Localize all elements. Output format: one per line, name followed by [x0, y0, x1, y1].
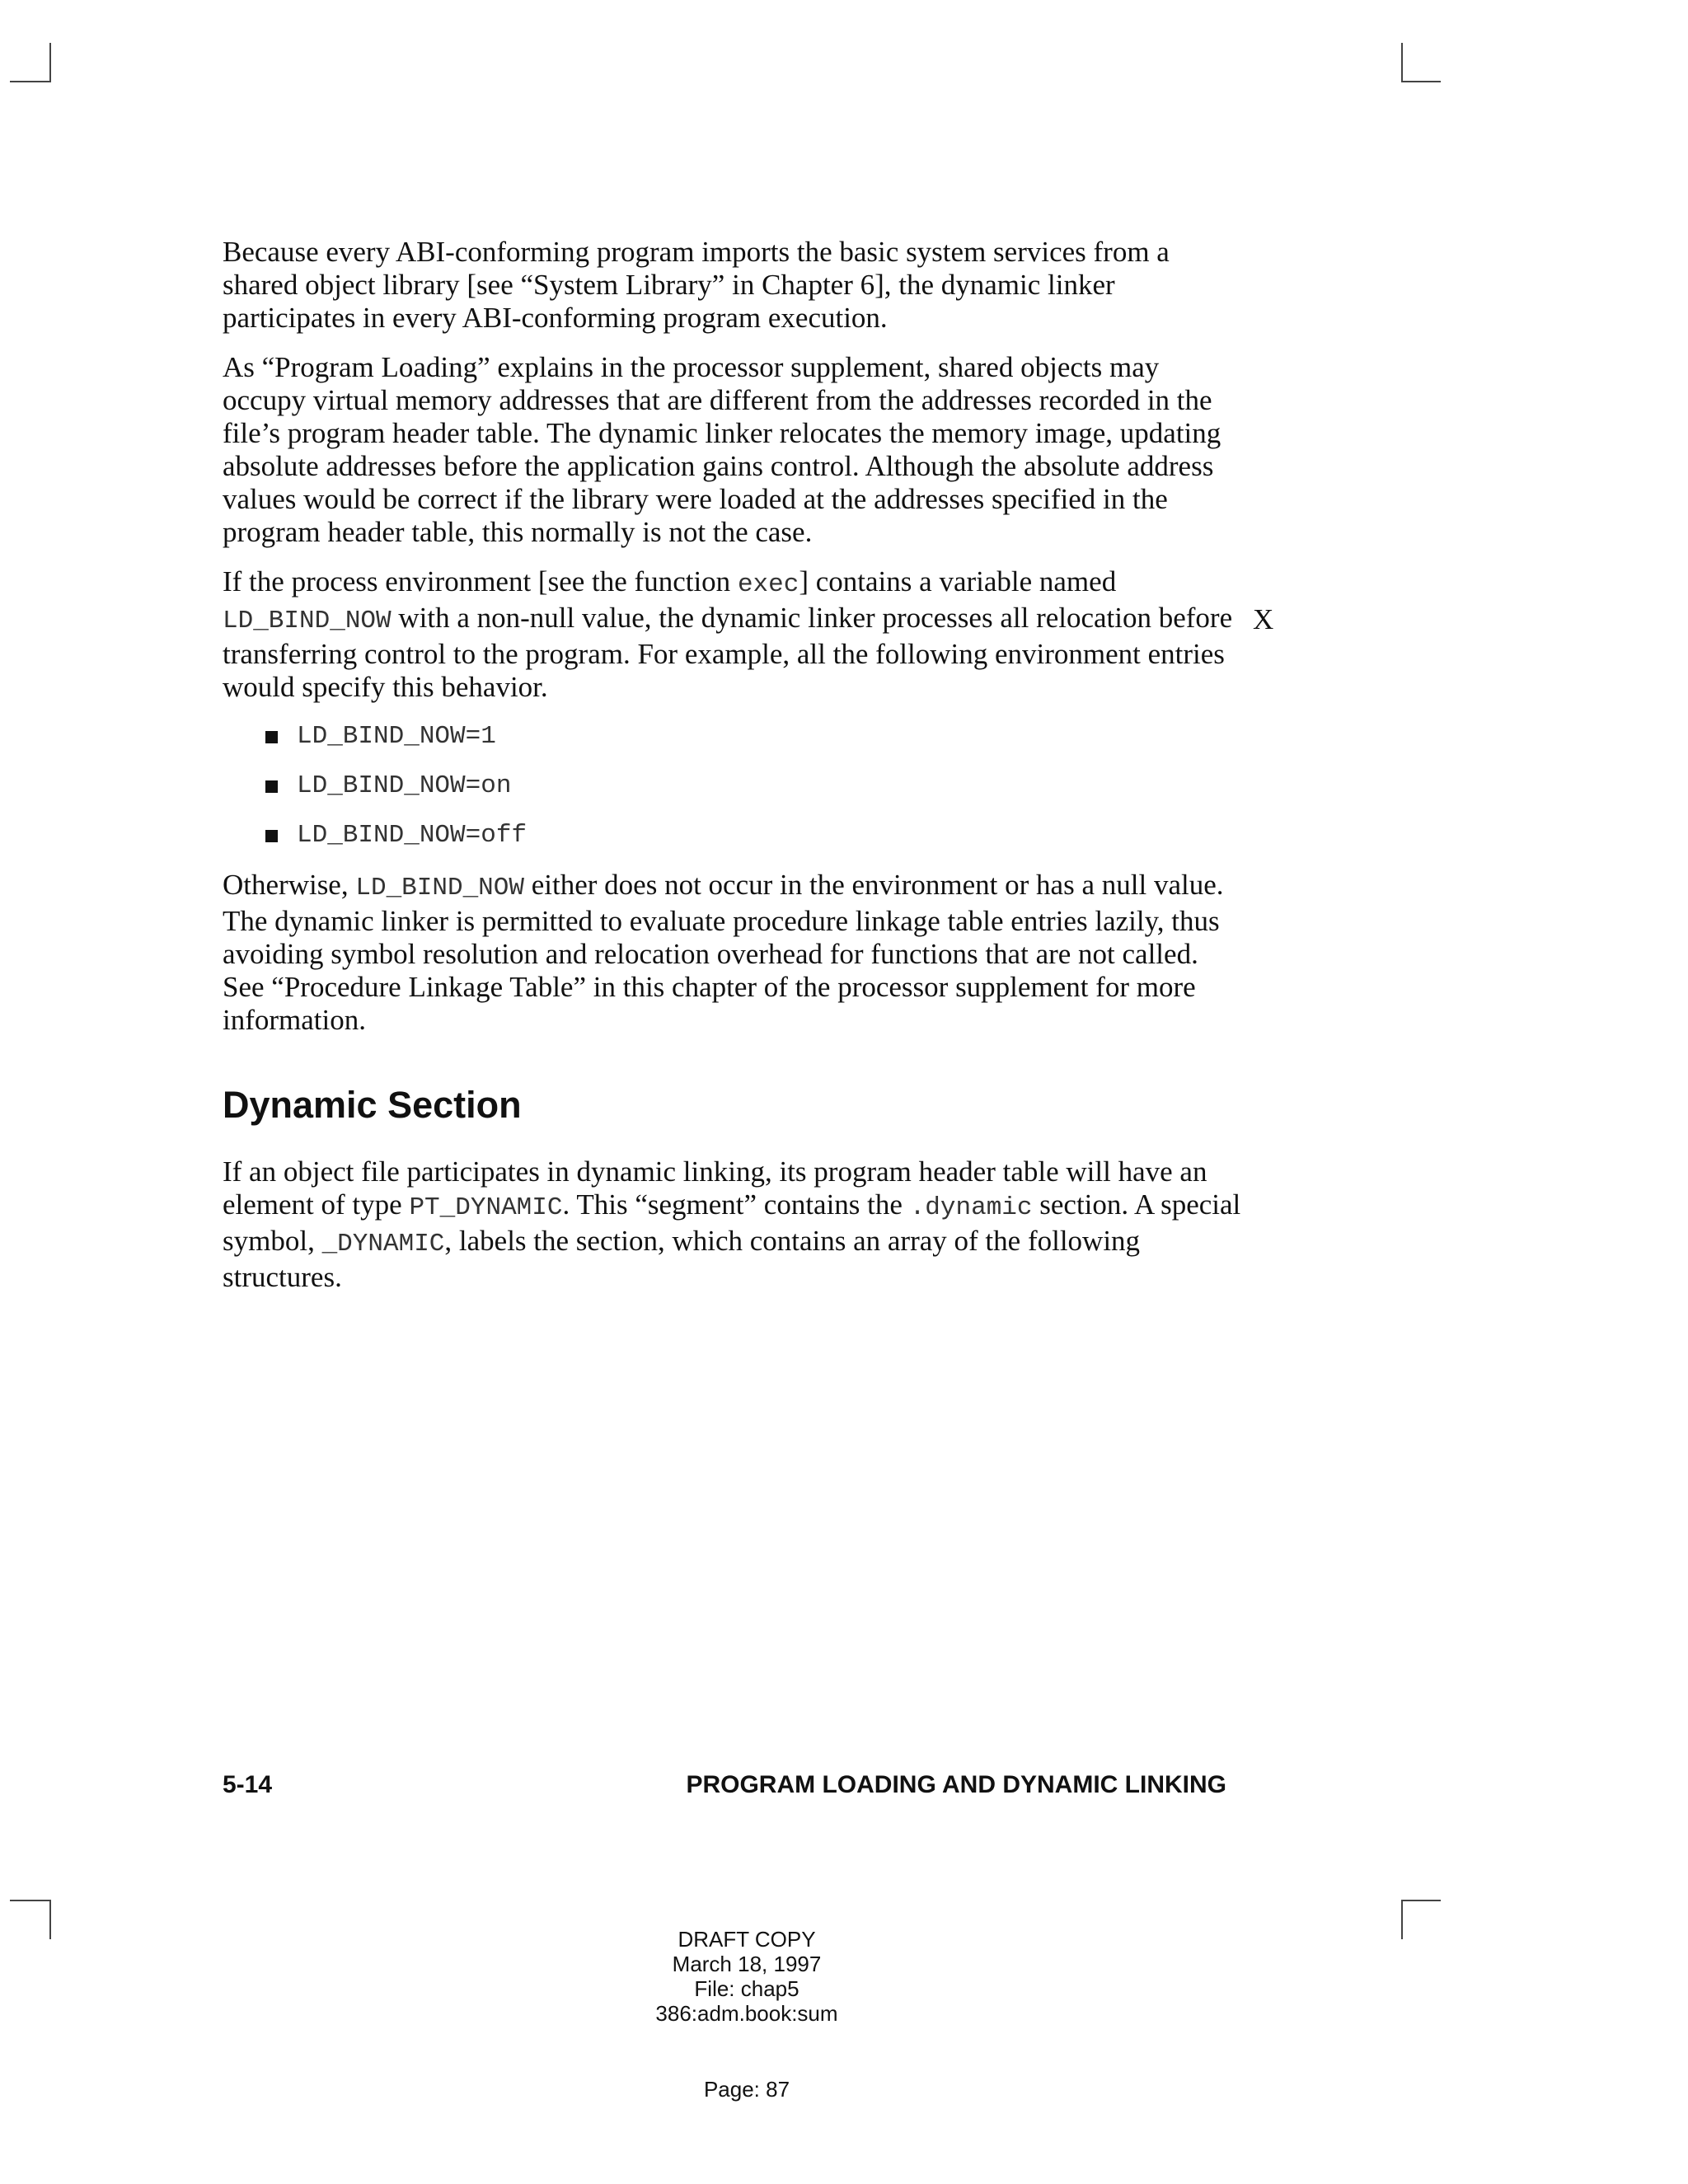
crop-mark-bottom-left-h	[10, 1900, 49, 1901]
change-mark: X	[1253, 603, 1274, 635]
crop-mark-top-right-h	[1401, 81, 1441, 82]
code-dynamic-symbol: _DYNAMIC	[321, 1230, 445, 1258]
env-entry: LD_BIND_NOW=on	[297, 771, 512, 800]
draft-date: March 18, 1997	[672, 1952, 822, 1976]
code-dynamic-section: .dynamic	[909, 1193, 1033, 1222]
crop-mark-top-left-h	[10, 81, 49, 82]
paragraph-text: ] contains a variable named	[799, 565, 1117, 598]
paragraph-text: Otherwise,	[223, 869, 356, 901]
draft-book: 386:adm.book:sum	[655, 2001, 838, 2026]
paragraph-lazy-binding	[223, 869, 1245, 1037]
page-number: 5-14	[223, 1771, 273, 1798]
paragraph-text: with a non-null value, the dynamic linker processes all relocation before transferring control to the program. For example, all the following environment entries would specify this behavior.	[223, 602, 1233, 703]
page-body	[223, 236, 1245, 1310]
code-ld-bind-now: LD_BIND_NOW	[355, 874, 524, 902]
list-item	[223, 819, 1245, 852]
paragraph-system-services: Because every ABI-conforming program imports the basic system services from a shared object library [see “System Library” in Chapter 6], the dynamic linker participates in every ABI-conforming program execution.	[223, 236, 1170, 334]
section-heading: Dynamic Section	[223, 1084, 522, 1126]
paragraph-text: either does not occur in the environment or has a null value. The dynamic linker is permitted to evaluate procedure linkage table entries lazily, thus avoiding symbol resolution and relocation overhead for functions that are not called. See “Procedure Linkage Table” in this chapter of the processor supplement for more information.	[223, 869, 1224, 1036]
paragraph-text: If an object file participates in dynamic linking, its program header table will have an element of type	[223, 1155, 1207, 1221]
code-exec: exec	[737, 570, 799, 599]
code-pt-dynamic: PT_DYNAMIC	[409, 1193, 563, 1222]
env-entry: LD_BIND_NOW=1	[297, 722, 496, 751]
draft-line: DRAFT COPY	[678, 1927, 816, 1952]
square-bullet-icon	[265, 780, 278, 793]
crop-mark-top-right-v	[1401, 43, 1403, 82]
square-bullet-icon	[265, 731, 278, 743]
paragraph-dynamic-section	[223, 1155, 1245, 1294]
paragraph-program-loading: As “Program Loading” explains in the processor supplement, shared objects may occupy virtual memory addresses that are different from the addresses recorded in the file’s program header table. The dynamic linker relocates the memory image, updating absolute addresses before the application gains control. Although the absolute address values would be correct if the library were loaded at the addresses specified in the program header table, this normally is not the case.	[223, 351, 1221, 548]
paragraph-text: , labels the section, which contains an array of the following structures.	[223, 1225, 1141, 1293]
paragraph-text: . This “segment” contains the	[562, 1188, 910, 1221]
crop-mark-top-left-v	[49, 43, 51, 82]
page-label: Page: 87	[703, 2077, 790, 2102]
list-item	[223, 770, 1245, 803]
paragraph-text: If the process environment [see the function	[223, 565, 738, 598]
square-bullet-icon	[265, 830, 278, 842]
paragraph-text: section. A special symbol,	[223, 1188, 1241, 1257]
env-entries-list	[223, 720, 1245, 852]
draft-file: File: chap5	[694, 1976, 799, 2001]
draft-stamp	[0, 1927, 1493, 2026]
list-item	[223, 720, 1245, 753]
env-entry: LD_BIND_NOW=off	[297, 821, 528, 850]
running-title: PROGRAM LOADING AND DYNAMIC LINKING	[686, 1771, 1226, 1798]
paragraph-bind-now	[223, 565, 1245, 704]
code-ld-bind-now: LD_BIND_NOW	[223, 607, 392, 635]
crop-mark-bottom-right-h	[1401, 1900, 1441, 1901]
